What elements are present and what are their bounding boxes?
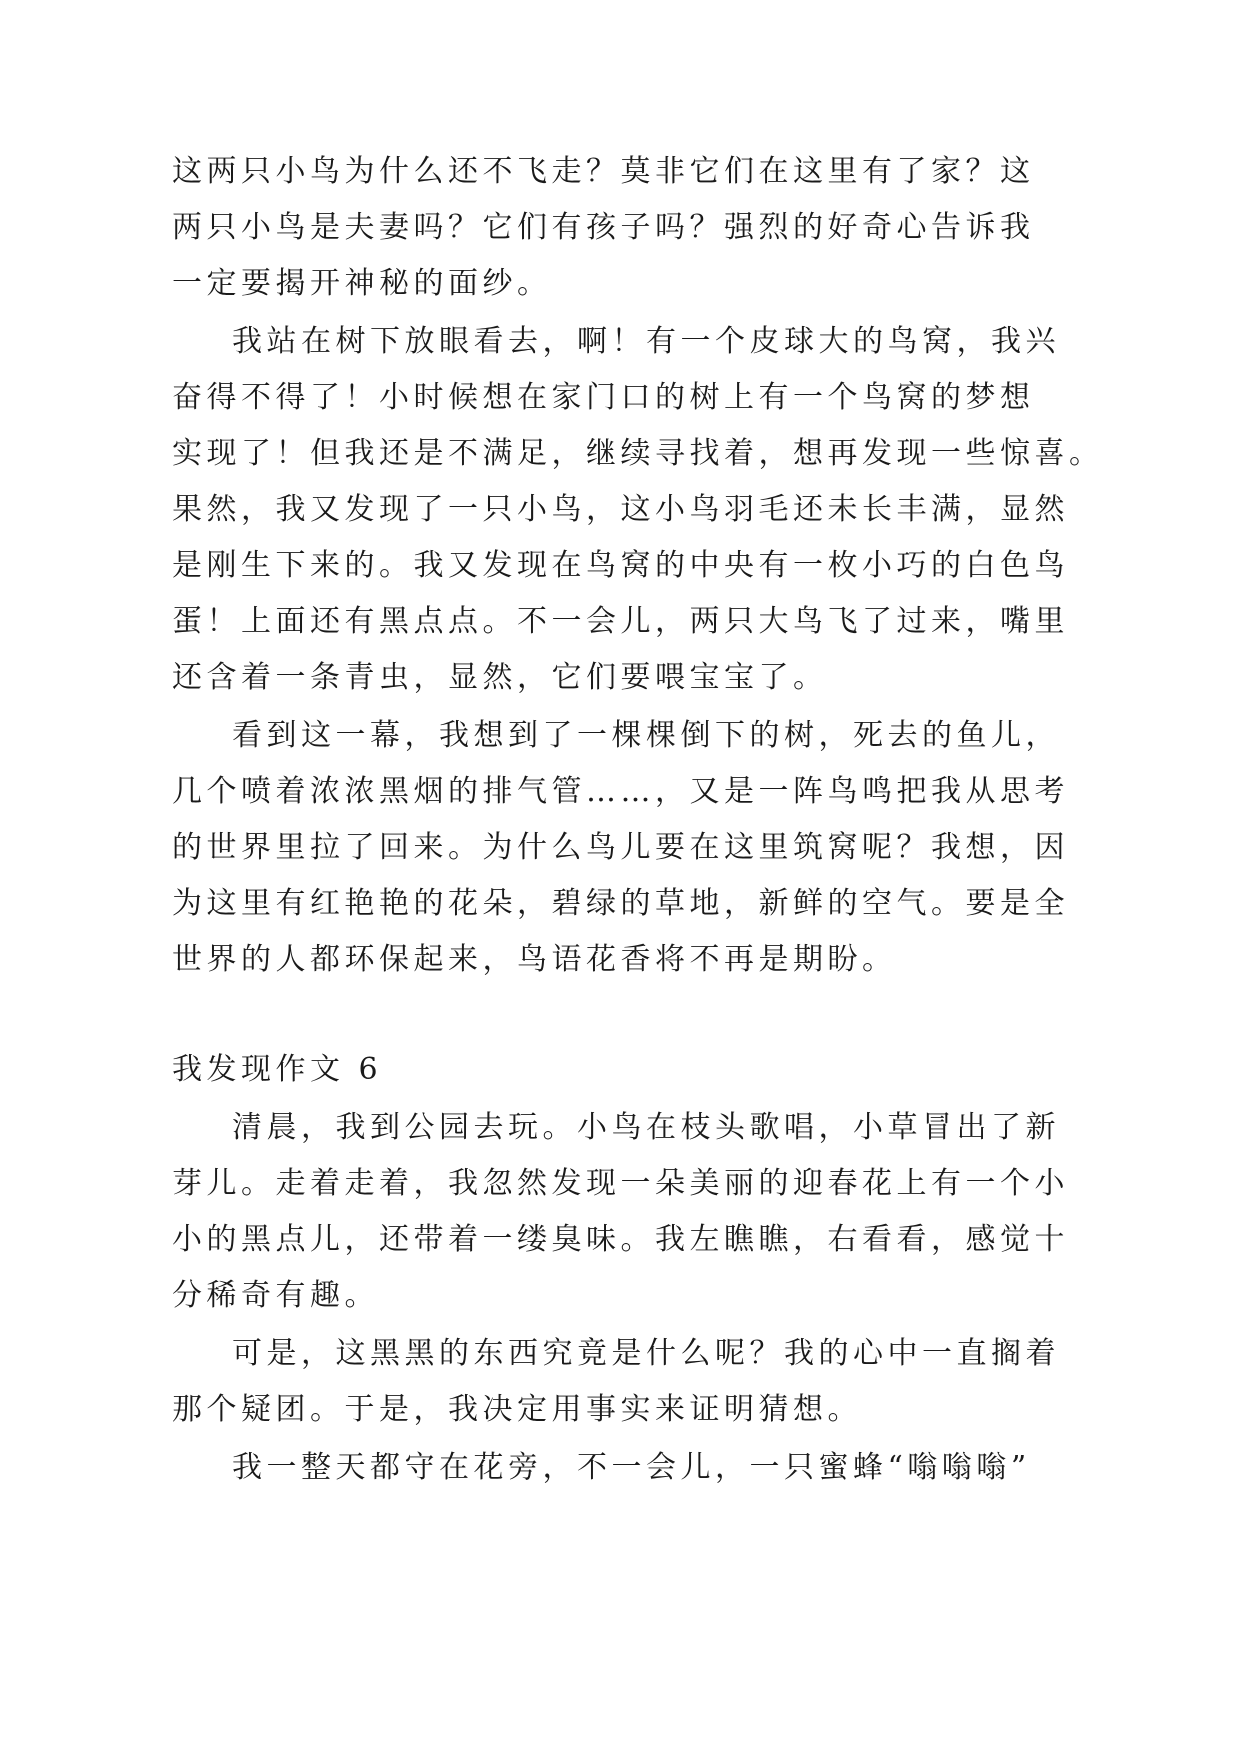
text-line: 这两只小鸟为什么还不飞走？莫非它们在这里有了家？这: [172, 154, 1035, 189]
text-line: 芽儿。走着走着，我忽然发现一朵美丽的迎春花上有一个小: [172, 1166, 1069, 1201]
paragraph-first-line: 清晨，我到公园去玩。小鸟在枝头歌唱，小草冒出了新: [232, 1110, 1060, 1145]
text-line: 一定要揭开神秘的面纱。: [172, 266, 552, 301]
text-line: 的世界里拉了回来。为什么鸟儿要在这里筑窝呢？我想，因: [172, 830, 1069, 865]
paragraph-first-line: 可是，这黑黑的东西究竟是什么呢？我的心中一直搁着: [232, 1336, 1060, 1371]
text-line: 小的黑点儿，还带着一缕臭味。我左瞧瞧，右看看，感觉十: [172, 1222, 1069, 1257]
text-line: 实现了！但我还是不满足，继续寻找着，想再发现一些惊喜。: [172, 436, 1104, 471]
text-line: 为这里有红艳艳的花朵，碧绿的草地，新鲜的空气。要是全: [172, 886, 1069, 921]
text-line: 几个喷着浓浓黑烟的排气管……，又是一阵鸟鸣把我从思考: [172, 774, 1069, 809]
text-line: 分稀奇有趣。: [172, 1278, 379, 1313]
paragraph-first-line: 我一整天都守在花旁，不一会儿，一只蜜蜂“嗡嗡嗡”: [232, 1450, 1031, 1485]
text-line: 两只小鸟是夫妻吗？它们有孩子吗？强烈的好奇心告诉我: [172, 210, 1035, 245]
text-line: 奋得不得了！小时候想在家门口的树上有一个鸟窝的梦想: [172, 380, 1035, 415]
text-line: 蛋！上面还有黑点点。不一会儿，两只大鸟飞了过来，嘴里: [172, 604, 1069, 639]
paragraph-first-line: 我站在树下放眼看去，啊！有一个皮球大的鸟窝，我兴: [232, 324, 1060, 359]
text-line: 世界的人都环保起来，鸟语花香将不再是期盼。: [172, 942, 897, 977]
text-line: 果然，我又发现了一只小鸟，这小鸟羽毛还未长丰满，显然: [172, 492, 1069, 527]
text-line: 是刚生下来的。我又发现在鸟窝的中央有一枚小巧的白色鸟: [172, 548, 1069, 583]
paragraph-first-line: 看到这一幕，我想到了一棵棵倒下的树，死去的鱼儿，: [232, 718, 1060, 753]
section-heading: 我发现作文 6: [172, 1052, 383, 1087]
text-line: 还含着一条青虫，显然，它们要喂宝宝了。: [172, 660, 828, 695]
text-line: 那个疑团。于是，我决定用事实来证明猜想。: [172, 1392, 862, 1427]
